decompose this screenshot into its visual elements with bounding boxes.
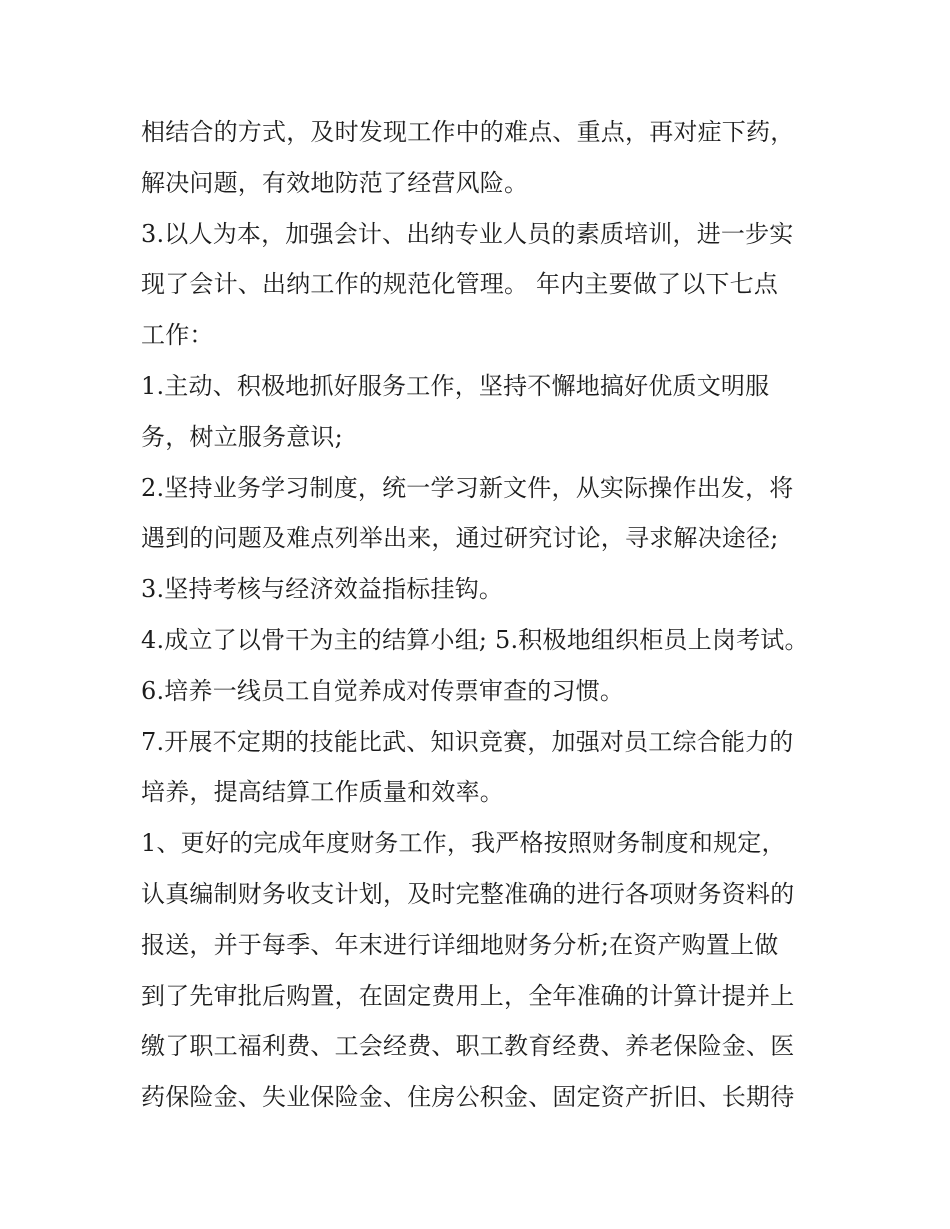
text-line: 现了会计、出纳工作的规范化管理。 年内主要做了以下七点: [141, 270, 779, 299]
text-line: 3.坚持考核与经济效益指标挂钩。: [141, 575, 504, 604]
text-line: 3.以人为本，加强会计、出纳专业人员的素质培训，进一步实: [141, 219, 794, 248]
text-line: 报送，并于每季、年末进行详细地财务分析;在资产购置上做: [141, 930, 779, 959]
text-line: 1.主动、积极地抓好服务工作，坚持不懈地搞好优质文明服: [141, 371, 770, 400]
text-line: 6.培养一线员工自觉养成对传票审查的习惯。: [141, 676, 625, 705]
text-line: 7.开展不定期的技能比武、知识竞赛，加强对员工综合能力的: [141, 727, 794, 756]
text-line: 务，树立服务意识;: [141, 422, 343, 451]
text-line: 相结合的方式，及时发现工作中的难点、重点，再对症下药，: [141, 118, 795, 146]
text-line: 遇到的问题及难点列举出来，通过研究讨论，寻求解决途径;: [141, 524, 779, 553]
text-line: 2.坚持业务学习制度，统一学习新文件，从实际操作出发，将: [141, 473, 794, 502]
text-line: 缴了职工福利费、工会经费、职工教育经费、养老保险金、医: [141, 1032, 795, 1061]
body-text: [141, 107, 821, 1123]
text-line: 培养，提高结算工作质量和效率。: [141, 778, 504, 807]
text-line: 4.成立了以骨干为主的结算小组; 5.积极地组织柜员上岗考试。: [141, 625, 809, 654]
text-line: 1、更好的完成年度财务工作，我严格按照财务制度和规定，: [141, 829, 786, 858]
text-line: 工作：: [141, 321, 214, 350]
text-line: 解决问题，有效地防范了经营风险。: [141, 168, 529, 197]
text-line: 到了先审批后购置，在固定费用上，全年准确的计算计提并上: [141, 981, 795, 1010]
text-line: 药保险金、失业保险金、住房公积金、固定资产折旧、长期待: [141, 1083, 795, 1112]
text-line: 认真编制财务收支计划，及时完整准确的进行各项财务资料的: [141, 879, 795, 908]
